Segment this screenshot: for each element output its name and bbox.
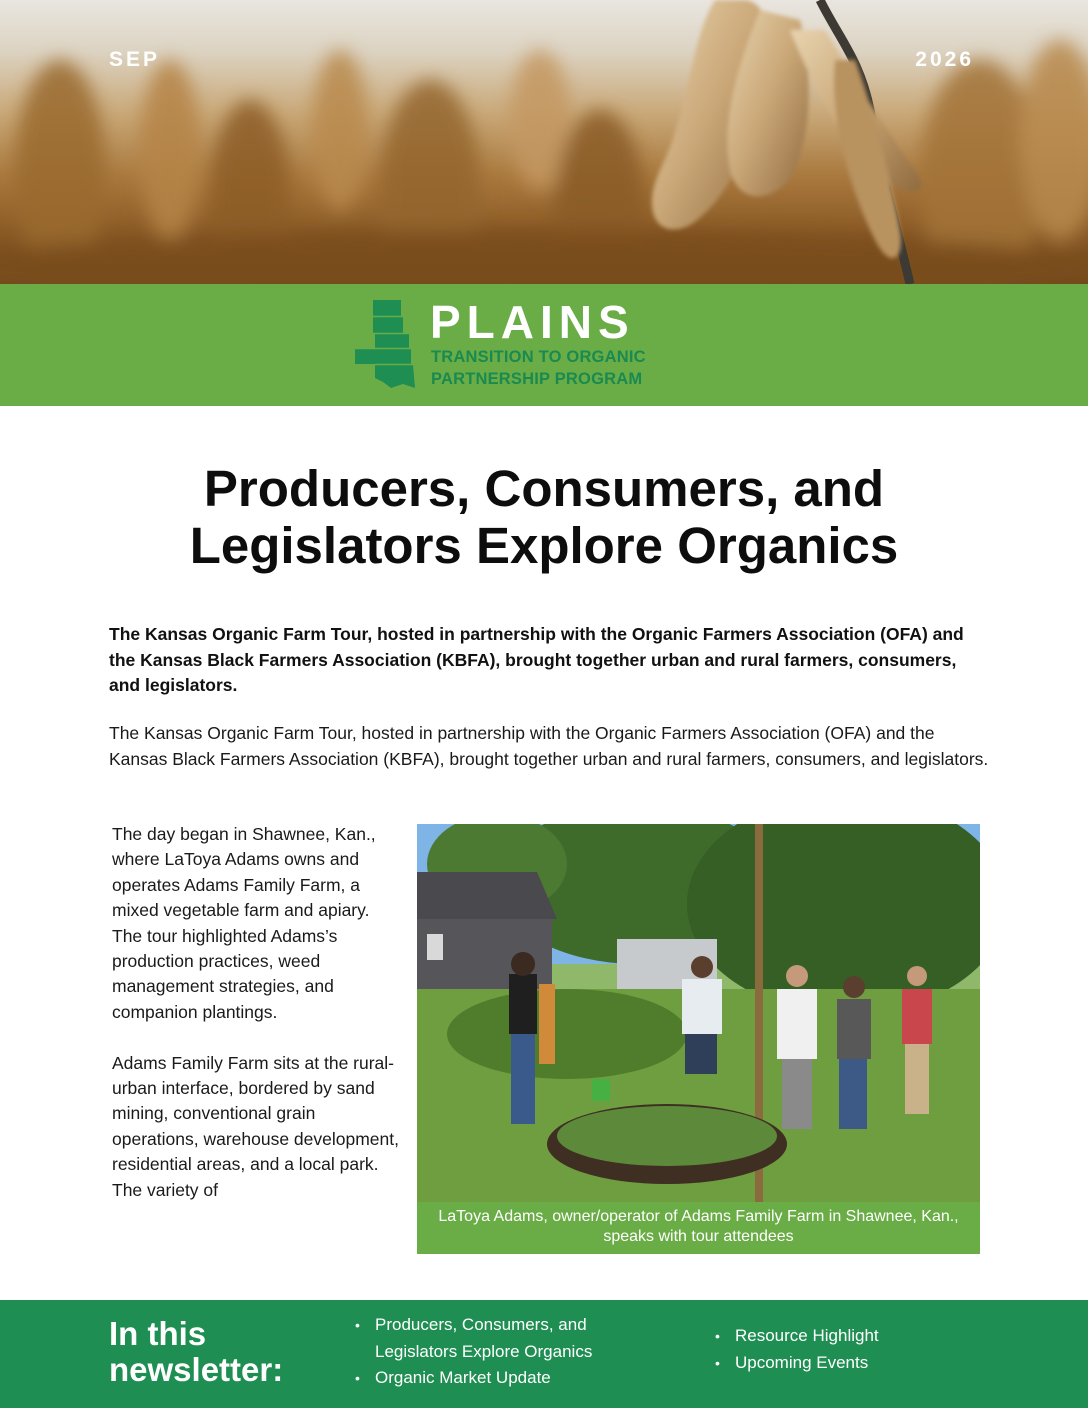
headline-line2: Legislators Explore Organics (189, 517, 899, 574)
hero-photo (0, 0, 1088, 284)
contents-item[interactable]: • Producers, Consumers, and Legislators Explore Organics (355, 1312, 655, 1365)
issue-year: 2026 (915, 48, 974, 71)
farm-tour-illustration (417, 824, 980, 1202)
headline-line1: Producers, Consumers, and (203, 460, 885, 517)
logo-subtitle-line1: TRANSITION TO ORGANIC (431, 348, 646, 366)
article-headline (60, 460, 1028, 574)
column-paragraph-1: The day began in Shawnee, Kan., where LaToya Adams owns and operates Adams Family Farm, a mixed vegetable farm and apiary. The tour highlighted Adams’s production practices, weed management strategies, and companion plantings. (112, 824, 376, 1022)
plains-states-map-icon (355, 300, 425, 390)
logo-title: PLAINS (430, 296, 635, 348)
column-paragraph-2: Adams Family Farm sits at the rural-urban interface, bordered by sand mining, conventional grain operations, warehouse development, residential areas, and a local park. The variety of (112, 1052, 399, 1200)
soybean-pods-illustration (0, 0, 1088, 284)
photo-caption: LaToya Adams, owner/operator of Adams Family Farm in Shawnee, Kan., speaks with tour attendees (417, 1202, 980, 1254)
logo-subtitle-line2: PARTNERSHIP PROGRAM (431, 370, 643, 388)
article-paragraph: The Kansas Organic Farm Tour, hosted in partnership with the Organic Farmers Association (OFA) and the Kansas Black Farmers Association (KBFA), brought together urban and rural farmers, consumers, and legislators. (109, 723, 989, 769)
contents-item[interactable]: • Resource Highlight (715, 1323, 975, 1350)
article-column (112, 822, 402, 1203)
contents-item[interactable]: • Organic Market Update (355, 1365, 655, 1392)
contents-item[interactable]: • Upcoming Events (715, 1350, 975, 1377)
farm-tour-photo (417, 824, 980, 1202)
contents-title: In this newsletter: (109, 1315, 284, 1388)
contents-list-2 (715, 1323, 975, 1376)
contents-list-1 (355, 1312, 655, 1392)
article-lead: The Kansas Organic Farm Tour, hosted in partnership with the Organic Farmers Association (OFA) and the Kansas Black Farmers Association (KBFA), brought together urban and rural farmers, consumers, and legislators. (109, 624, 964, 695)
issue-month: SEP (109, 48, 161, 71)
